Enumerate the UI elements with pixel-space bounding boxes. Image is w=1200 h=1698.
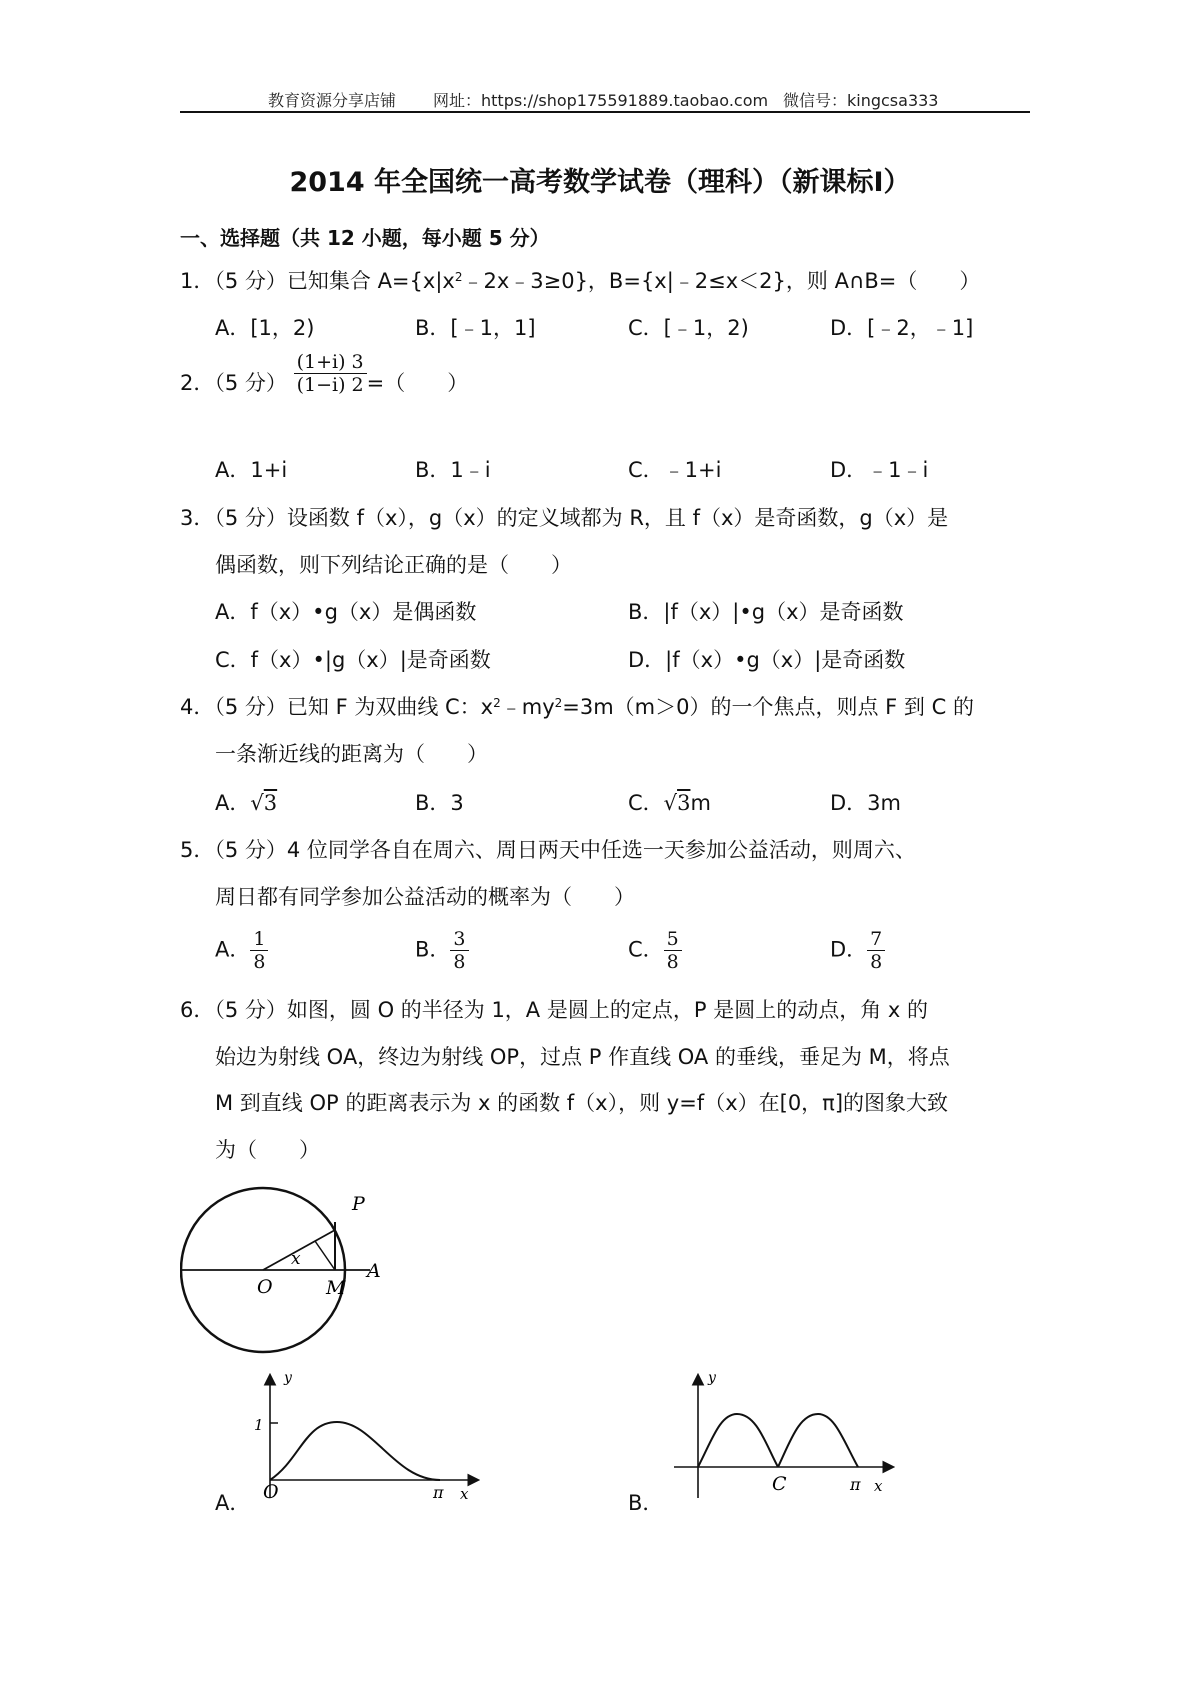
question-1-stem: 1．（5 分）已知集合 $A=\{x|x^2﹣2x﹣3\ge 0\}$，B={x|﹣2≤x＜2}，则 A∩B=（ ） <box>180 269 981 293</box>
x-label: x <box>874 1477 883 1495</box>
tick-one: 1 <box>254 1416 264 1434</box>
label-m: M <box>326 1277 346 1299</box>
y-label: y <box>284 1370 292 1386</box>
q4-option-c[interactable]: C．√3m <box>628 791 711 815</box>
q2-option-a[interactable]: A．1+i <box>215 458 288 482</box>
question-3-line-1: 3．（5 分）设函数 f（x），g（x）的定义域都为 R，且 f（x）是奇函数，g（x）是 <box>180 506 949 530</box>
question-5-line-2: 周日都有同学参加公益活动的概率为（ ） <box>215 885 635 909</box>
label-a: A <box>367 1260 381 1282</box>
question-6-line-1: 6．（5 分）如图，圆 O 的半径为 1，A 是圆上的定点，P 是圆上的动点，角 x 的 <box>180 998 928 1022</box>
q1-option-a[interactable]: A．[1，2) <box>215 316 315 340</box>
q2-option-c[interactable]: C．﹣1+i <box>628 458 722 482</box>
q2-option-b[interactable]: B．1﹣i <box>415 458 491 482</box>
q4-option-d[interactable]: D．3m <box>830 791 901 815</box>
pi-label: π <box>850 1475 861 1494</box>
x-label: x <box>460 1485 469 1500</box>
q5-option-c[interactable]: C． $\frac{5}{8}$ <box>628 928 682 973</box>
question-6-line-4: 为（ ） <box>215 1138 320 1162</box>
header-site[interactable]: 网址：https://shop175591889.taobao.com <box>433 91 769 110</box>
q6-option-a-label[interactable]: A． <box>215 1491 251 1515</box>
q3-option-b[interactable]: B．|f（x）|•g（x）是奇函数 <box>628 600 904 624</box>
q5-option-a[interactable]: A． $\frac{1}{8}$ <box>215 928 268 973</box>
q2-option-d[interactable]: D．﹣1﹣i <box>830 458 929 482</box>
sqrt-icon: √3 <box>663 791 691 815</box>
question-3-line-2: 偶函数，则下列结论正确的是（ ） <box>215 553 572 577</box>
c-label: C <box>772 1473 787 1495</box>
q3-option-c[interactable]: C．f（x）•|g（x）|是奇函数 <box>215 648 491 672</box>
y-label: y <box>708 1370 716 1386</box>
q4-option-b[interactable]: B．3 <box>415 791 464 815</box>
circle-figure <box>180 1180 400 1360</box>
label-o: O <box>257 1276 273 1298</box>
header-shop: 教育资源分享店铺 <box>268 91 397 110</box>
question-6-line-2: 始边为射线 OA，终边为射线 OP，过点 P 作直线 OA 的垂线，垂足为 M，将点 <box>215 1045 950 1069</box>
curve-b-left <box>698 1414 778 1467</box>
q5-option-b[interactable]: B． $\frac{3}{8}$ <box>415 928 469 973</box>
curve-a <box>270 1422 440 1480</box>
question-5-line-1: 5．（5 分）4 位同学各自在周六、周日两天中任选一天参加公益活动，则周六、 <box>180 838 916 862</box>
page-title: 2014 年全国统一高考数学试卷（理科）（新课标Ⅰ） <box>289 167 911 198</box>
q1-option-b[interactable]: B．[﹣1，1] <box>415 316 536 340</box>
header-divider <box>180 111 1030 113</box>
q5-option-d[interactable]: D． $\frac{7}{8}$ <box>830 928 885 973</box>
graph-option-a[interactable] <box>245 1370 485 1500</box>
header-wechat: 微信号：kingcsa333 <box>783 91 939 110</box>
q1-option-c[interactable]: C．[﹣1，2) <box>628 316 749 340</box>
curve-b-right <box>778 1414 858 1467</box>
graph-option-b[interactable] <box>672 1370 897 1500</box>
label-p: P <box>352 1193 365 1215</box>
sqrt-icon: √3 <box>250 791 278 815</box>
question-4-line-1: 4．（5 分）已知 F 为双曲线 C：$x^2﹣my^2=3m(m>0)$的一个焦点，则点 F 到 C 的 <box>180 695 974 719</box>
q4-option-a[interactable]: A．√3 <box>215 791 278 815</box>
q2-fraction: $\frac{(1+i) 3}{(1-i) 2}$ <box>294 351 367 396</box>
origin-label: O <box>263 1481 279 1500</box>
section-heading: 一、选择题（共 12 小题，每小题 5 分） <box>180 226 550 250</box>
distance-segment <box>315 1241 335 1270</box>
q1-option-d[interactable]: D．[﹣2，﹣1] <box>830 316 974 340</box>
label-x: x <box>291 1249 301 1269</box>
pi-label: π <box>433 1483 444 1500</box>
q3-option-d[interactable]: D．|f（x）•g（x）|是奇函数 <box>628 648 906 672</box>
question-2-stem: 2．（5 分） $\frac{(1+i) 3}{(1-i) 2}$ =（ ） <box>180 350 469 396</box>
q6-option-b-label[interactable]: B． <box>628 1491 664 1515</box>
question-4-line-2: 一条渐近线的距离为（ ） <box>215 742 488 766</box>
q3-option-a[interactable]: A．f（x）•g（x）是偶函数 <box>215 600 477 624</box>
question-6-line-3: M 到直线 OP 的距离表示为 x 的函数 f（x），则 y=f（x）在[0，π]的图象大致 <box>215 1091 949 1115</box>
